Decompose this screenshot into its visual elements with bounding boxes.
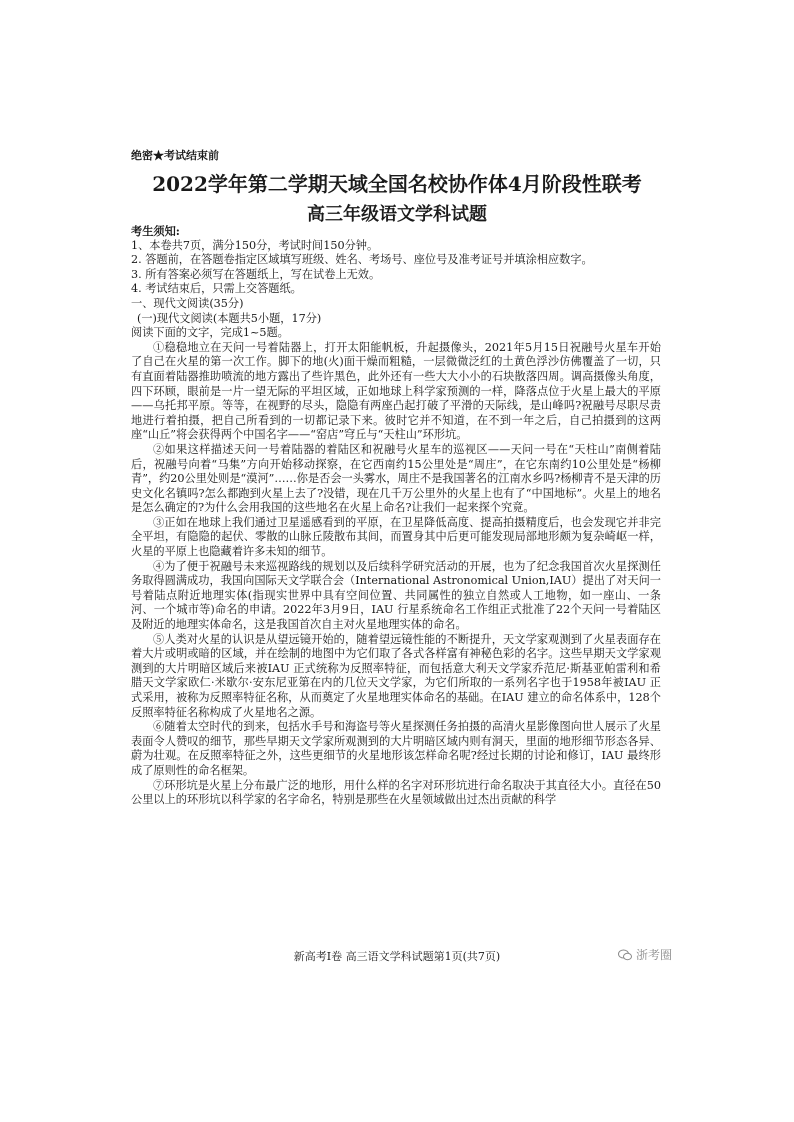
passage-paragraph: ⑦环形坑是火星上分布最广泛的地形，用什么样的名字对环形坑进行命名取决于其直径大小。直径在50公里以上的环形坑以科学家的名字命名，特别是那些在火星领域做出过杰出贡献的科学 bbox=[131, 778, 661, 807]
passage-paragraph: ①稳稳地立在天问一号着陆器上，打开太阳能帆板，升起摄像头，2021年5月15日祝融号火星车开始了自己在火星的第一次工作。脚下的地(火)面干燥而粗糙，一层微微泛红的土黄色浮沙仿佛覆盖了一切，只有直面着陆器推助喷流的地方露出了些许黑色，此外还有一些大大小小的石块散落四周。调高摄像头角度，四下环顾，眼前是一片一望无际的平坦区域，正如地球上科学家预测的一样，降落点位于火星上最大的平原——乌托邦平原。等等，在视野的尽头，隐隐有两座凸起打破了平滑的天际线，是山峰吗?祝融号尽职尽责地进行着拍摄，把自己所看到的一切都记录下来。彼时它并不知道，在不到一年之后，自己拍摄到的这两座“山丘”将会获得两个中国名字——“窑店”穹丘与“天柱山”环形坑。 bbox=[131, 340, 661, 442]
passage-paragraph: ⑥随着太空时代的到来，包括水手号和海盗号等火星探测任务拍摄的高清火星影像图向世人展示了火星表面令人赞叹的细节，那些早期天文学家所观测到的大片明暗区域内则有洞天，里面的地形细节形态各异、蔚为壮观。在反照率特征之外，这些更细节的火星地形该怎样命名呢?经过长期的讨论和修订，IAU 最终形成了原则性的命名框架。 bbox=[131, 720, 661, 777]
subsection-heading: (一)现代文阅读(本题共5小题，17分) bbox=[137, 311, 322, 325]
notice-item: 1、本卷共7页，满分150分，考试时间150分钟。 bbox=[131, 238, 379, 252]
notice-heading: 考生须知: bbox=[131, 224, 180, 238]
section-heading: 一、现代文阅读(35分) bbox=[131, 296, 244, 310]
passage-paragraph: ⑤人类对火星的认识是从望远镜开始的，随着望远镜性能的不断提升，天文学家观测到了火星表面存在着大片或明或暗的区域，并在绘制的地图中为它们取了各式各样富有神秘色彩的名字。这些早期天文学家观测到的大片明暗区域后来被IAU 正式统称为反照率特征，而包括意大利天文学家乔范尼·斯基亚帕雷利和希腊天文学家欧仁·米歇尔·安东尼亚第在内的几位天文学家，为它们所取的一系列名字也于1958年被IAU 正式采用，被称为反照率特征名称，从而奠定了火星地理实体命名的基础。在IAU 建立的命名体系中，128个反照率特征名称构成了火星地名之源。 bbox=[131, 632, 661, 719]
notice-item: 3. 所有答案必须写在答题纸上，写在试卷上无效。 bbox=[131, 267, 381, 281]
exam-body bbox=[131, 224, 661, 808]
page-footer: 新高考Ⅰ卷 高三语文学科试题第1页(共7页) bbox=[293, 950, 501, 963]
passage-paragraph: ③正如在地球上我们通过卫星遥感看到的平原，在卫星降低高度、提高拍摄精度后，也会发现它并非完全平坦，有隐隐的起伏、零散的山脉丘陵散布其间，而置身其中后更可能发现局部地形颇为复杂崎岖一样，火星的平原上也隐藏着许多未知的细节。 bbox=[131, 515, 661, 559]
wechat-icon bbox=[618, 949, 632, 961]
exam-title: 2022学年第二学期天域全国名校协作体4月阶段性联考 bbox=[152, 172, 642, 196]
passage-paragraph: ②如果这样描述天问一号着陆器的着陆区和祝融号火星车的巡视区——天问一号在“天柱山”南侧着陆后，祝融号向着“马集”方向开始移动探察，在它西南约15公里处是“周庄”，在它东南约10公里处是“杨柳青”，约20公里处则是“漠河”……你是否会一头雾水，周庄不是我国著名的江南水乡吗?杨柳青不是天津的历史文化名镇吗?怎么都跑到火星上去了?没错，现在几千万公里外的火星上也有了“中国地标”。火星上的地名是怎么确定的?为什么会用我国的这些地名在火星上命名?让我们一起来探个究竟。 bbox=[131, 442, 661, 515]
watermark-text: 浙考圈 bbox=[636, 948, 673, 962]
exam-subtitle: 高三年级语文学科试题 bbox=[307, 204, 487, 225]
secret-label: 绝密★考试结束前 bbox=[131, 149, 219, 162]
reading-instruction: 阅读下面的文字，完成1~5题。 bbox=[131, 326, 289, 340]
notice-item: 2. 答题前，在答题卷指定区域填写班级、姓名、考场号、座位号及准考证号并填涂相应数字。 bbox=[131, 253, 593, 267]
watermark bbox=[618, 946, 672, 963]
notice-item: 4. 考试结束后，只需上交答题纸。 bbox=[131, 282, 302, 296]
passage-paragraph: ④为了便于祝融号未来巡视路线的规划以及后续科学研究活动的开展，也为了纪念我国首次火星探测任务取得圆满成功，我国向国际天文学联合会（International Astronomical Union,IAU）提出了对天问一号着陆点附近地理实体(指现实世界中具有空间位置、共同属性的独立自然或人工地物，如一座山、一条河、一个城市等)命名的申请。2022年3月9日，IAU 行星系统命名工作组正式批准了22个天问一号着陆区及附近的地理实体命名，这是我国首次自主对火星地理实体的命名。 bbox=[131, 559, 661, 632]
